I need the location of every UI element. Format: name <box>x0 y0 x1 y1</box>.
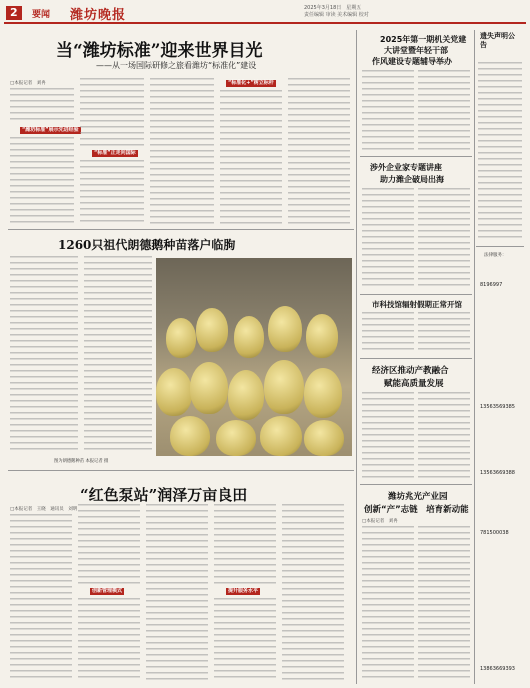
lead-col1-text-2 <box>10 137 74 225</box>
photo-caption: 图为朗德鹅种苗 本报记者 摄 <box>54 459 109 464</box>
phone-label: 法律服务： <box>484 253 507 258</box>
right-story-3-text <box>362 312 414 352</box>
phone-number: 13863669393 <box>480 666 515 672</box>
lead-col3-text <box>150 78 214 224</box>
right-story-1-headline: 2025年第一期机关党建 <box>380 35 467 44</box>
right-story-4-headline: 经济区推动产教融合 <box>372 366 449 376</box>
divider <box>360 358 472 359</box>
editor-credits: 责任编辑 审读 美术编辑 校对 <box>304 12 369 18</box>
red-col4-text <box>214 504 276 584</box>
red-col4-text-2 <box>214 598 276 682</box>
right-story-5-headline-2: 创新“产”志链 培育新动能 <box>364 505 469 515</box>
right-story-1-headline-3: 作风建设专题辅导举办 <box>372 57 452 66</box>
paper-logo: 潍坊晚报 <box>70 8 127 23</box>
lead-subhead-3: “标准化+”树立标杆 <box>228 80 274 86</box>
red-col1-text <box>10 514 72 682</box>
right-story-2-text-2 <box>418 188 470 286</box>
red-col2-text <box>78 504 140 584</box>
lead-col2-text <box>80 78 144 146</box>
notice-title: 遗失声明公告 <box>480 32 515 49</box>
lead-subheadline: ——从一场国际研修之旅看潍坊“标准化”建设 <box>96 61 257 70</box>
section-name: 要闻 <box>32 10 51 20</box>
right-story-2-headline-2: 助力潍企破局出海 <box>380 175 444 184</box>
right-story-2-headline: 涉外企业家专题讲座 <box>370 163 442 172</box>
red-subhead-2: 提升服务水平 <box>228 588 259 594</box>
notice-text <box>478 62 522 240</box>
lead-col5-text <box>288 78 350 224</box>
right-story-5-headline: 潍坊兆光产业园 <box>388 492 448 502</box>
divider <box>8 470 354 471</box>
divider <box>8 229 354 230</box>
divider <box>360 294 472 295</box>
divider <box>360 484 472 485</box>
phone-number: 781500038 <box>480 530 509 536</box>
phone-number: 13563669388 <box>480 470 515 476</box>
lead-subhead-2: “标准”正走向国际 <box>94 150 136 156</box>
red-subhead-1: 创新管理模式 <box>92 588 123 594</box>
lead-col4-text <box>220 90 282 224</box>
goose-headline: 1260只祖代朗德鹅种苗落户临朐 <box>58 238 236 252</box>
red-col2-text-2 <box>78 598 140 682</box>
right-story-1-text <box>362 70 414 150</box>
masthead-meta <box>304 5 484 19</box>
right-story-1-text-2 <box>418 70 470 150</box>
right-story-4-text-2 <box>418 392 470 478</box>
right-story-3-headline: 市科技馆辐射假期正常开馆 <box>372 300 462 309</box>
lead-col2-text-2 <box>80 160 144 224</box>
goose-photo <box>156 258 352 456</box>
column-divider <box>356 30 357 684</box>
right-story-4-text <box>362 392 414 478</box>
right-story-4-headline-2: 赋能高质量发展 <box>384 379 444 389</box>
divider <box>476 246 524 247</box>
goose-col2-text <box>84 256 152 452</box>
red-col5-text <box>282 504 344 682</box>
goose-col1-text <box>10 256 78 452</box>
lead-subhead-1: “潍坊标准”展示先进经验 <box>22 127 79 133</box>
phone-number: 8196997 <box>480 282 503 288</box>
right-story-3-text-2 <box>418 312 470 352</box>
right-story-1-headline-2: 大讲堂暨年轻干部 <box>384 46 448 55</box>
lead-headline: 当“潍坊标准”迎来世界目光 <box>56 41 263 61</box>
issue-date: 2025年3月18日 星期五 <box>304 5 362 11</box>
red-pump-headline: “红色泵站”润泽万亩良田 <box>80 486 248 504</box>
lead-byline: □本报记者 刘冉 <box>10 81 46 86</box>
divider <box>360 156 472 157</box>
red-col3-text <box>146 504 208 682</box>
right-story-5-text-2 <box>418 526 470 682</box>
lead-col1-text <box>10 88 74 124</box>
red-pump-byline: □本报记者 王晓 通讯员 刘明 <box>10 507 78 512</box>
page-number: 2 <box>6 6 22 20</box>
right-story-5-text <box>362 526 414 682</box>
phone-number: 13563569385 <box>480 404 515 410</box>
right-story-2-text <box>362 188 414 286</box>
masthead <box>4 4 526 24</box>
right-story-5-byline: □本报记者 刘冉 <box>362 519 398 524</box>
